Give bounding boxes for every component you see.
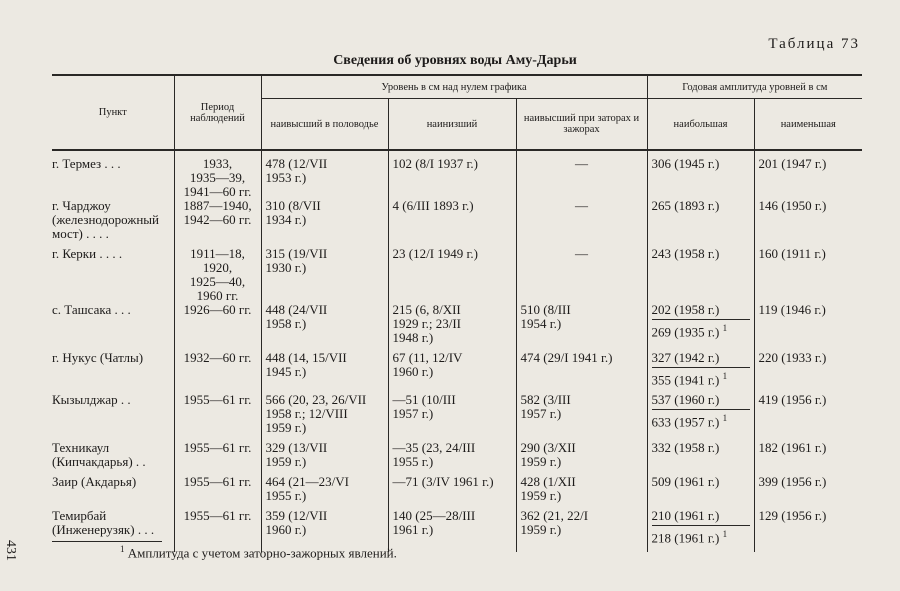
table-row — [52, 351, 862, 393]
cell-point: г. Нукус (Чатлы) — [52, 350, 144, 365]
cell-amp-max: 265 (1893 г.) — [647, 199, 754, 247]
header-period: Период наблюдений — [174, 75, 261, 150]
cell-period: 1933, 1935—39, 1941—60 гг. — [174, 150, 261, 199]
water-levels-table — [52, 74, 862, 552]
header-highest-jam: наивысший при заторах и зажорах — [516, 99, 647, 151]
table-row — [52, 393, 862, 441]
cell-period: 1955—61 гг. — [174, 475, 261, 509]
cell-highest-flood: 448 (14, 15/VII 1945 г.) — [261, 351, 388, 393]
footnote-marker: 1 — [722, 413, 728, 424]
cell-amp-min: 119 (1946 г.) — [754, 303, 862, 351]
cell-period: 1932—60 гг. — [174, 351, 261, 393]
cell-period: 1911—18, 1920, 1925—40, 1960 гг. — [174, 247, 261, 303]
amp-max-jam-value: 218 (1961 г.) $^1$ — [652, 525, 750, 545]
footnote-marker: 1 — [722, 323, 728, 333]
cell-point: г. Термез . . . — [52, 156, 121, 171]
footnote-marker: 1 — [722, 529, 728, 540]
cell-amp-min: 160 (1911 г.) — [754, 247, 862, 303]
cell-highest-jam: 428 (1/XII 1959 г.) — [516, 475, 647, 509]
cell-highest-flood: 478 (12/VII 1953 г.) — [261, 150, 388, 199]
table-number: Таблица 73 — [768, 36, 860, 52]
cell-amp-min: 399 (1956 г.) — [754, 475, 862, 509]
cell-point: Темирбай (Инженерузяк) . . . — [52, 508, 155, 538]
cell-point: Кызылджар . . — [52, 392, 131, 408]
cell-point: г. Керки . . . . — [52, 246, 123, 261]
cell-highest-jam: 290 (3/XII 1959 г.) — [516, 441, 647, 475]
cell-lowest: —71 (3/IV 1961 г.) — [388, 475, 516, 509]
footnote — [120, 544, 397, 561]
cell-point: с. Ташсака . . . — [52, 302, 131, 317]
cell-lowest: 4 (6/III 1893 г.) — [388, 199, 516, 247]
cell-highest-flood: 448 (24/VII 1958 г.) — [261, 303, 388, 351]
cell-highest-jam: 474 (29/I 1941 г.) — [516, 351, 647, 393]
cell-period: 1955—61 гг. — [174, 393, 261, 441]
footnote-marker: 1 — [722, 371, 728, 381]
amp-max-value: 210 (1961 г.) — [651, 508, 720, 524]
footnote-divider — [52, 541, 162, 542]
table-row — [52, 475, 862, 509]
table-row — [52, 150, 862, 199]
cell-point: Заир (Акдарья) — [52, 474, 137, 490]
cell-amp-min: 220 (1933 г.) — [754, 351, 862, 393]
cell-lowest: 23 (12/I 1949 г.) — [388, 247, 516, 303]
cell-highest-flood: 329 (13/VII 1959 г.) — [261, 441, 388, 475]
amp-max-value: 537 (1960 г.) — [651, 392, 720, 408]
table-row — [52, 303, 862, 351]
amp-max-jam-value: 269 (1935 г.) $^1$ — [652, 319, 750, 339]
cell-amp-max-pair — [647, 351, 754, 393]
cell-highest-jam: — — [516, 247, 647, 303]
cell-highest-flood: 310 (8/VII 1934 г.) — [261, 199, 388, 247]
cell-amp-min: 146 (1950 г.) — [754, 199, 862, 247]
amp-max-value: 327 (1942 г.) — [651, 350, 720, 365]
cell-period: 1955—61 гг. — [174, 441, 261, 475]
cell-amp-min: 182 (1961 г.) — [754, 441, 862, 475]
cell-amp-min: 129 (1956 г.) — [754, 509, 862, 551]
header-level-group: Уровень в см над нулем графика — [261, 75, 647, 99]
cell-amp-max: 509 (1961 г.) — [647, 475, 754, 509]
cell-lowest: —35 (23, 24/III 1955 г.) — [388, 441, 516, 475]
header-point: Пункт — [52, 75, 174, 150]
cell-lowest: 102 (8/I 1937 г.) — [388, 150, 516, 199]
cell-amp-max-pair — [647, 393, 754, 441]
cell-period: 1926—60 гг. — [174, 303, 261, 351]
cell-amp-max: 243 (1958 г.) — [647, 247, 754, 303]
table-title: Сведения об уровнях воды Аму-Дарьи — [333, 53, 577, 68]
cell-period: 1955—61 гг. — [174, 509, 261, 551]
cell-highest-flood: 359 (12/VII 1960 г.) — [261, 509, 388, 551]
cell-lowest: 215 (6, 8/XII 1929 г.; 23/II 1948 г.) — [388, 303, 516, 351]
cell-highest-flood: 566 (20, 23, 26/VII 1958 г.; 12/VIII 1959 г.) — [261, 393, 388, 441]
cell-amp-max: 306 (1945 г.) — [647, 150, 754, 199]
cell-amp-min: 201 (1947 г.) — [754, 150, 862, 199]
cell-period: 1887—1940, 1942—60 гг. — [174, 199, 261, 247]
table-row — [52, 199, 862, 247]
header-amp-min: наименьшая — [754, 99, 862, 151]
cell-highest-flood: 315 (19/VII 1930 г.) — [261, 247, 388, 303]
table-row — [52, 441, 862, 475]
cell-highest-jam: 362 (21, 22/I 1959 г.) — [516, 509, 647, 551]
cell-amp-max-pair — [647, 303, 754, 351]
footnote-text: Амплитуда с учетом заторно-зажорных явлений. — [127, 545, 397, 561]
table-row — [52, 247, 862, 303]
cell-amp-min: 419 (1956 г.) — [754, 393, 862, 441]
cell-lowest: 140 (25—28/III 1961 г.) — [388, 509, 516, 551]
cell-point: Техникаул (Кипчакдарья) . . — [52, 440, 146, 470]
cell-highest-jam: 582 (3/III 1957 г.) — [516, 393, 647, 441]
amp-max-value: 202 (1958 г.) — [651, 302, 720, 317]
cell-highest-jam: — — [516, 150, 647, 199]
cell-highest-jam: — — [516, 199, 647, 247]
cell-lowest: 67 (11, 12/IV 1960 г.) — [388, 351, 516, 393]
footnote-marker: 1 — [120, 544, 125, 554]
cell-highest-jam: 510 (8/III 1954 г.) — [516, 303, 647, 351]
page-number: 431 — [3, 540, 18, 561]
cell-point: г. Чарджоу (железнодорожный мост) . . . . — [52, 198, 159, 241]
cell-highest-flood: 464 (21—23/VI 1955 г.) — [261, 475, 388, 509]
header-lowest: наинизший — [388, 99, 516, 151]
header-highest-flood: наивысший в половодье — [261, 99, 388, 151]
header-amplitude-group: Годовая амплитуда уровней в см — [647, 75, 862, 99]
amp-max-jam-value: 633 (1957 г.) $^1$ — [652, 409, 750, 429]
header-amp-max: наибольшая — [647, 99, 754, 151]
cell-amp-max-pair — [647, 509, 754, 551]
amp-max-jam-value: 355 (1941 г.) $^1$ — [652, 367, 750, 387]
cell-lowest: —51 (10/III 1957 г.) — [388, 393, 516, 441]
cell-amp-max: 332 (1958 г.) — [647, 441, 754, 475]
